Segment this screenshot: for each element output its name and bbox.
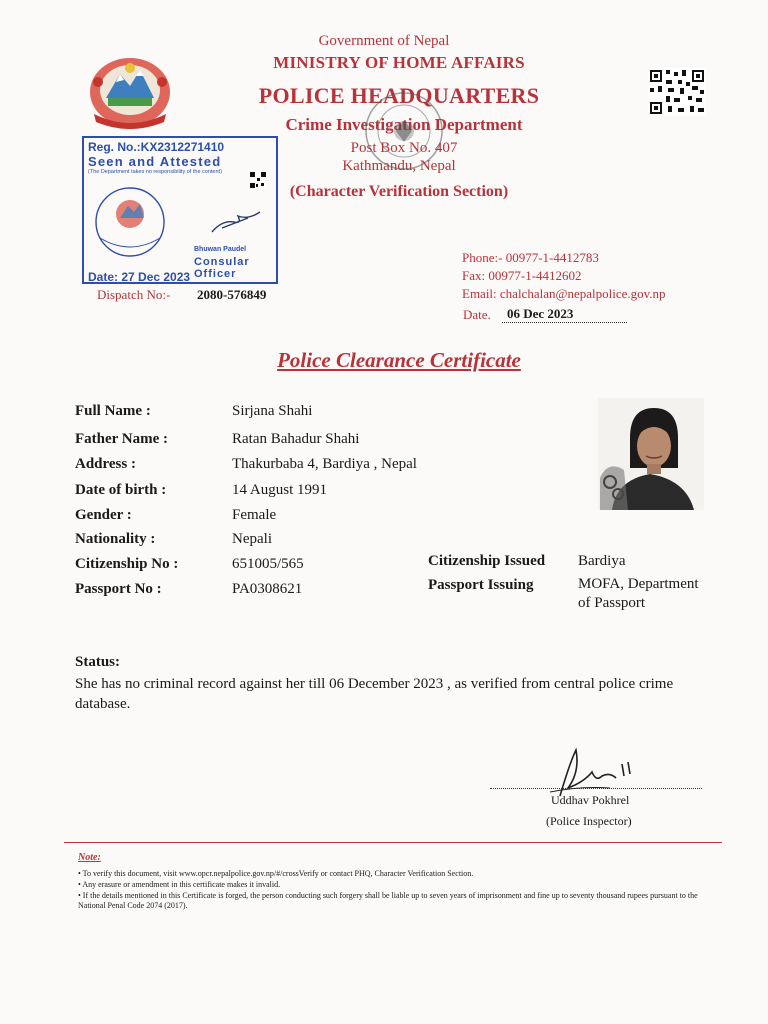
passport-issuing-label: Passport Issuing: [428, 577, 534, 593]
status-text: She has no criminal record against her till 06 December 2023 , as verified from central police crime database.: [75, 676, 674, 712]
stamp-reg-no: Reg. No.:KX2312271410: [88, 140, 225, 154]
note-item: • To verify this document, visit www.opcr.nepalpolice.gov.np/#/crossVerify or contact PHQ, Character Verification Section.: [78, 869, 474, 878]
fax-line: Fax: 00977-1-4412602: [462, 268, 582, 283]
nepal-emblem-icon: [84, 52, 176, 130]
department-heading: Crime Investigation Department: [285, 115, 523, 134]
citizenship-no-value: 651005/565: [232, 556, 304, 572]
dob-label: Date of birth :: [75, 482, 167, 498]
address-label: Address :: [75, 456, 136, 472]
stamp-officer-name: Bhuwan Paudel: [194, 246, 247, 253]
stamp-officer-title: Consular Officer: [194, 256, 250, 280]
issue-date-label: Date.: [463, 307, 491, 322]
phone-line: Phone:- 00977-1-4412783: [462, 250, 599, 265]
note-item: • Any erasure or amendment in this certificate makes it invalid.: [78, 880, 281, 889]
police-seal-icon: [356, 90, 452, 172]
dispatch-number: 2080-576849: [197, 287, 267, 302]
ministry-heading: MINISTRY OF HOME AFFAIRS: [273, 53, 525, 72]
ministry-seal-icon: [90, 182, 190, 262]
stamp-qr-icon: [250, 172, 266, 188]
footer-divider: [64, 842, 722, 843]
pobox-line: Post Box No. 407: [350, 140, 458, 156]
email-line: Email: chalchalan@nepalpolice.gov.np: [462, 286, 666, 301]
notes-list: [78, 869, 718, 912]
consular-signature-icon: [208, 208, 264, 238]
note-item: • If the details mentioned in this Certificate is forged, the person conducting such forgery shall be liable up to seven years of imprisonment and fine up to seventy thousand rupees pursuant to the National Penal Code 2074 (2017).: [78, 891, 698, 910]
certificate-title: Police Clearance Certificate: [277, 348, 521, 372]
stamp-seen-attested: Seen and Attested: [88, 154, 222, 169]
full-name-label: Full Name :: [75, 403, 151, 419]
dispatch-label: Dispatch No:-: [97, 287, 171, 302]
dob-value: 14 August 1991: [232, 482, 328, 498]
note-heading: Note:: [78, 852, 101, 863]
nationality-value: Nepali: [232, 531, 272, 547]
passport-issuing-value-line2: of Passport: [578, 595, 646, 611]
qr-code-icon: [648, 68, 706, 116]
city-line: Kathmandu, Nepal: [342, 158, 456, 174]
issue-date-value: 06 Dec 2023: [502, 306, 627, 323]
passport-issuing-value-line1: MOFA, Department: [578, 576, 699, 592]
status-label: Status:: [75, 654, 121, 670]
citizenship-issued-label: Citizenship Issued: [428, 553, 546, 569]
citizenship-no-label: Citizenship No :: [75, 556, 179, 572]
nationality-label: Nationality :: [75, 531, 156, 547]
passport-no-label: Passport No :: [75, 581, 162, 597]
inspector-title: (Police Inspector): [546, 814, 632, 828]
applicant-photo: [598, 398, 704, 510]
gender-label: Gender :: [75, 507, 132, 523]
citizenship-issued-value: Bardiya: [578, 553, 626, 569]
father-name-value: Ratan Bahadur Shahi: [232, 431, 360, 447]
stamp-disclaimer: (The Department takes no responsibility of the content): [88, 169, 222, 175]
full-name-value: Sirjana Shahi: [232, 403, 313, 419]
section-heading: (Character Verification Section): [289, 183, 509, 200]
father-name-label: Father Name :: [75, 431, 169, 447]
passport-no-value: PA0308621: [232, 581, 303, 597]
inspector-name: Uddhav Pokhrel: [551, 793, 630, 807]
office-heading: POLICE HEADQUARTERS: [258, 83, 540, 108]
signature-line: [490, 788, 702, 789]
government-heading: Government of Nepal: [318, 33, 450, 49]
stamp-date: Date: 27 Dec 2023: [88, 270, 191, 284]
gender-value: Female: [232, 507, 277, 523]
address-value: Thakurbaba 4, Bardiya , Nepal: [232, 456, 417, 472]
attestation-stamp: [82, 136, 278, 284]
